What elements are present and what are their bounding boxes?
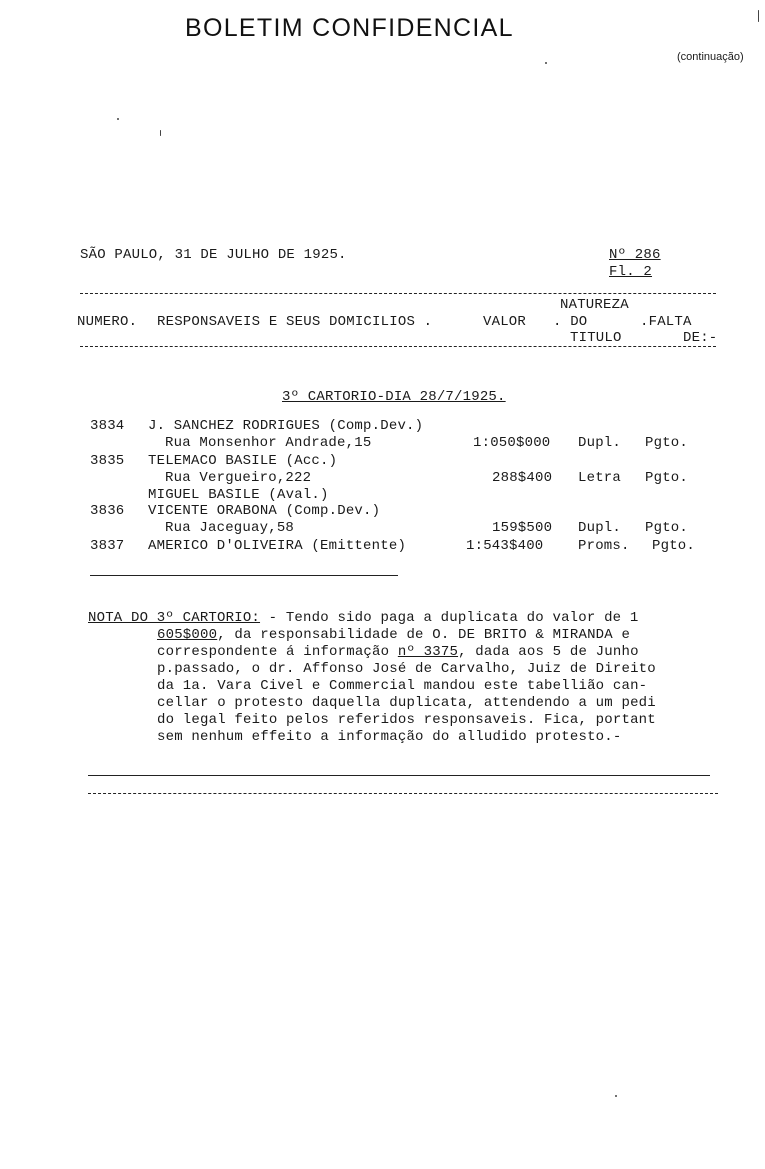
entry-type: Letra bbox=[578, 470, 622, 486]
entry-address: Rua Vergueiro,222 bbox=[165, 470, 312, 486]
col-natureza: NATUREZA bbox=[560, 297, 629, 313]
header-rule-top bbox=[80, 293, 716, 294]
note-line-5: da 1a. Vara Civel e Commercial mandou este tabellião can- bbox=[157, 678, 648, 694]
entry-value: 1:543$400 bbox=[466, 538, 544, 554]
note-label: NOTA DO 3º CARTORIO: bbox=[88, 610, 261, 626]
entry-name: AMERICO D'OLIVEIRA (Emittente) bbox=[148, 538, 407, 554]
entry-number: 3836 bbox=[90, 503, 125, 519]
col-falta: .FALTA bbox=[640, 314, 692, 330]
col-titulo: TITULO bbox=[570, 330, 622, 346]
scan-speck bbox=[160, 130, 161, 136]
entry-number: 3834 bbox=[90, 418, 125, 434]
scan-speck bbox=[615, 1095, 617, 1097]
note-text-3b: , dada aos 5 de Junho bbox=[458, 644, 639, 660]
header-rule-bottom bbox=[80, 346, 716, 347]
entry-value: 288$400 bbox=[492, 470, 553, 486]
note-line-4: p.passado, o dr. Affonso José de Carvalho, Juiz de Direito bbox=[157, 661, 656, 677]
note-line-3 bbox=[157, 644, 639, 660]
entry-name: TELEMACO BASILE (Acc.) bbox=[148, 453, 338, 469]
note-text-2: , da responsabilidade de O. DE BRITO & MIRANDA e bbox=[217, 627, 631, 643]
col-valor: VALOR bbox=[483, 314, 527, 330]
note-line-1 bbox=[88, 610, 639, 626]
entry-type: Proms. bbox=[578, 538, 630, 554]
closing-rule-1 bbox=[88, 775, 710, 776]
bulletin-number: Nº 286 bbox=[609, 247, 661, 263]
note-text-1: - Tendo sido paga a duplicata do valor de 1 bbox=[260, 610, 639, 626]
dateline: SÃO PAULO, 31 DE JULHO DE 1925. bbox=[80, 247, 347, 263]
sheet-number: Fl. 2 bbox=[609, 264, 653, 280]
col-responsaveis: RESPONSAVEIS E SEUS DOMICILIOS . bbox=[157, 314, 433, 330]
entry-falta: Pgto. bbox=[645, 470, 689, 486]
scan-speck bbox=[117, 118, 119, 120]
entry-value: 159$500 bbox=[492, 520, 553, 536]
note-line-6: cellar o protesto daquella duplicata, attendendo a um pedi bbox=[157, 695, 656, 711]
col-do: . DO bbox=[553, 314, 588, 330]
entry-type: Dupl. bbox=[578, 520, 622, 536]
note-line-8: sem nenhum effeito a informação do alludido protesto.- bbox=[157, 729, 622, 745]
entry-name: J. SANCHEZ RODRIGUES (Comp.Dev.) bbox=[148, 418, 424, 434]
document-title: BOLETIM CONFIDENCIAL bbox=[185, 14, 514, 42]
entry-falta: Pgto. bbox=[645, 435, 689, 451]
scan-speck bbox=[758, 10, 759, 22]
col-numero: NUMERO. bbox=[77, 314, 138, 330]
entry-address: Rua Jaceguay,58 bbox=[165, 520, 295, 536]
col-de: DE:- bbox=[683, 330, 718, 346]
note-reference: nº 3375 bbox=[397, 644, 459, 660]
entries-end-rule bbox=[90, 575, 398, 576]
scan-speck bbox=[545, 62, 547, 64]
note-amount: 605$000 bbox=[157, 627, 218, 643]
section-heading: 3º CARTORIO-DIA 28/7/1925. bbox=[282, 389, 506, 405]
entry-address: Rua Monsenhor Andrade,15 bbox=[165, 435, 372, 451]
entry-name: VICENTE ORABONA (Comp.Dev.) bbox=[148, 503, 381, 519]
note-line-2 bbox=[157, 627, 630, 643]
note-line-7: do legal feito pelos referidos responsaveis. Fica, portant bbox=[157, 712, 656, 728]
entry-falta: Pgto. bbox=[652, 538, 696, 554]
entry-guarantor: MIGUEL BASILE (Aval.) bbox=[148, 487, 329, 503]
entry-type: Dupl. bbox=[578, 435, 622, 451]
closing-rule-2 bbox=[88, 793, 718, 794]
entry-value: 1:050$000 bbox=[473, 435, 551, 451]
entry-number: 3837 bbox=[90, 538, 125, 554]
entry-number: 3835 bbox=[90, 453, 125, 469]
note-text-3a: correspondente á informação bbox=[157, 644, 398, 660]
continuation-label: (continuação) bbox=[677, 51, 744, 63]
entry-falta: Pgto. bbox=[645, 520, 689, 536]
